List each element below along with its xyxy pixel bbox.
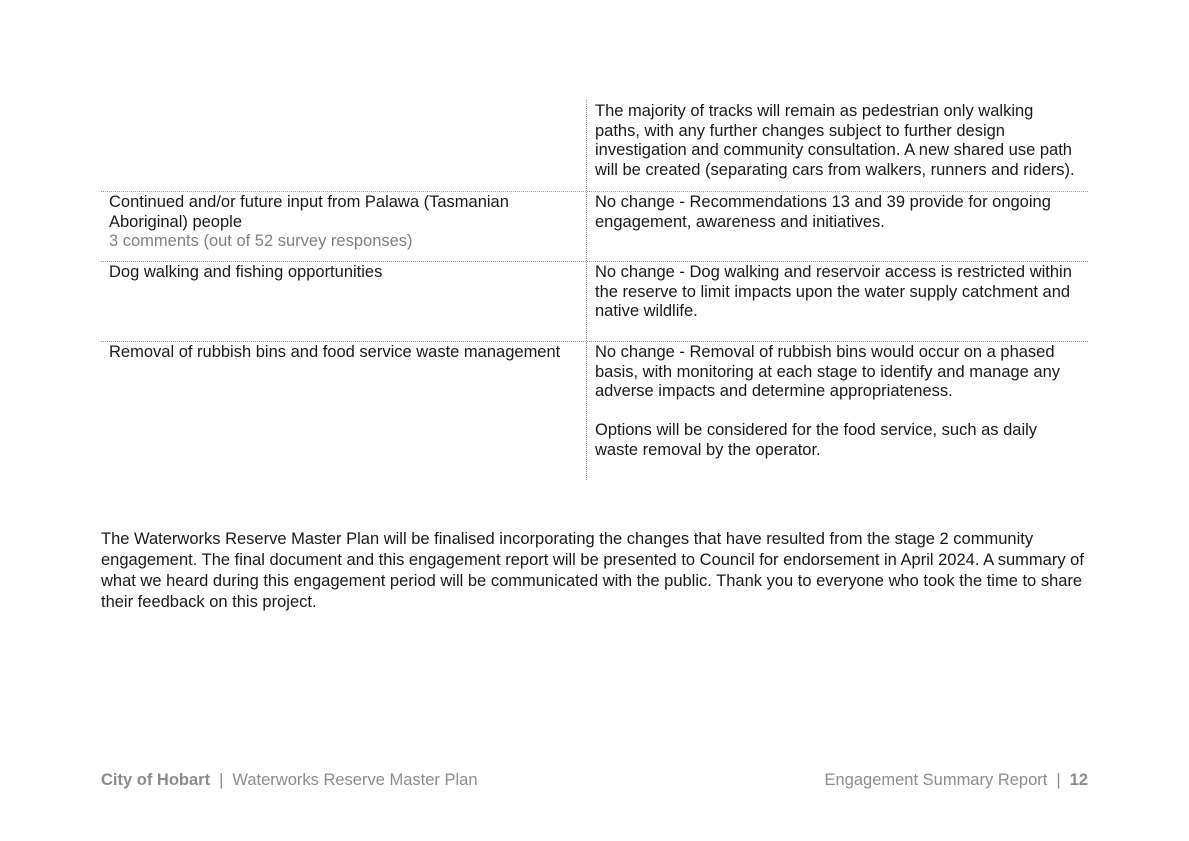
response-text: No change - Removal of rubbish bins would occur on a phased basis, with monitoring at each stage to identify and manage any adverse impacts and determine appropriateness. bbox=[595, 343, 1061, 400]
closing-paragraph: The Waterworks Reserve Master Plan will be finalised incorporating the changes that have resulted from the stage 2 community engagement. The final document and this engagement report will be presented to Council for endorsement in April 2024. A summary of what we heard during this engagement period will be communicated with the public. Thank you to everyone who took the time to share their feedback on this project. bbox=[101, 530, 1084, 611]
footer-separator: | bbox=[219, 771, 224, 789]
response-text: Options will be considered for the food service, such as daily waste removal by the operator. bbox=[595, 421, 1038, 459]
page-footer bbox=[101, 771, 1088, 790]
footer-right bbox=[824, 771, 1088, 790]
response-cell bbox=[587, 262, 1088, 341]
table-row bbox=[101, 341, 1088, 480]
feedback-topic: Dog walking and fishing opportunities bbox=[109, 263, 383, 281]
footer-report-title: Engagement Summary Report bbox=[824, 771, 1048, 789]
feedback-topic: Continued and/or future input from Palawa (Tasmanian Aboriginal) people bbox=[109, 193, 509, 231]
table-row bbox=[101, 100, 1088, 191]
feedback-topic-cell bbox=[101, 262, 587, 341]
feedback-response-table bbox=[101, 100, 1088, 480]
response-text: No change - Recommendations 13 and 39 provide for ongoing engagement, awareness and initiatives. bbox=[595, 193, 1051, 231]
response-cell bbox=[587, 342, 1088, 480]
feedback-topic-cell bbox=[101, 192, 587, 261]
response-text: The majority of tracks will remain as pedestrian only walking paths, with any further changes subject to further design investigation and community consultation. A new shared use path will be created (separating cars from walkers, runners and riders). bbox=[595, 102, 1075, 179]
feedback-topic-cell bbox=[101, 342, 587, 480]
response-cell bbox=[587, 192, 1088, 261]
table-row bbox=[101, 191, 1088, 261]
footer-left bbox=[101, 771, 478, 790]
footer-document-title: Waterworks Reserve Master Plan bbox=[232, 771, 478, 789]
response-cell bbox=[587, 100, 1088, 191]
footer-separator: | bbox=[1056, 771, 1061, 789]
response-text: No change - Dog walking and reservoir access is restricted within the reserve to limit impacts upon the water supply catchment and native wildlife. bbox=[595, 263, 1072, 320]
feedback-topic-cell bbox=[101, 100, 587, 191]
comment-count: 3 comments (out of 52 survey responses) bbox=[109, 232, 413, 250]
footer-organisation: City of Hobart bbox=[101, 771, 211, 789]
feedback-topic: Removal of rubbish bins and food service waste management bbox=[109, 343, 561, 361]
page-number: 12 bbox=[1069, 771, 1088, 789]
table-row bbox=[101, 261, 1088, 341]
